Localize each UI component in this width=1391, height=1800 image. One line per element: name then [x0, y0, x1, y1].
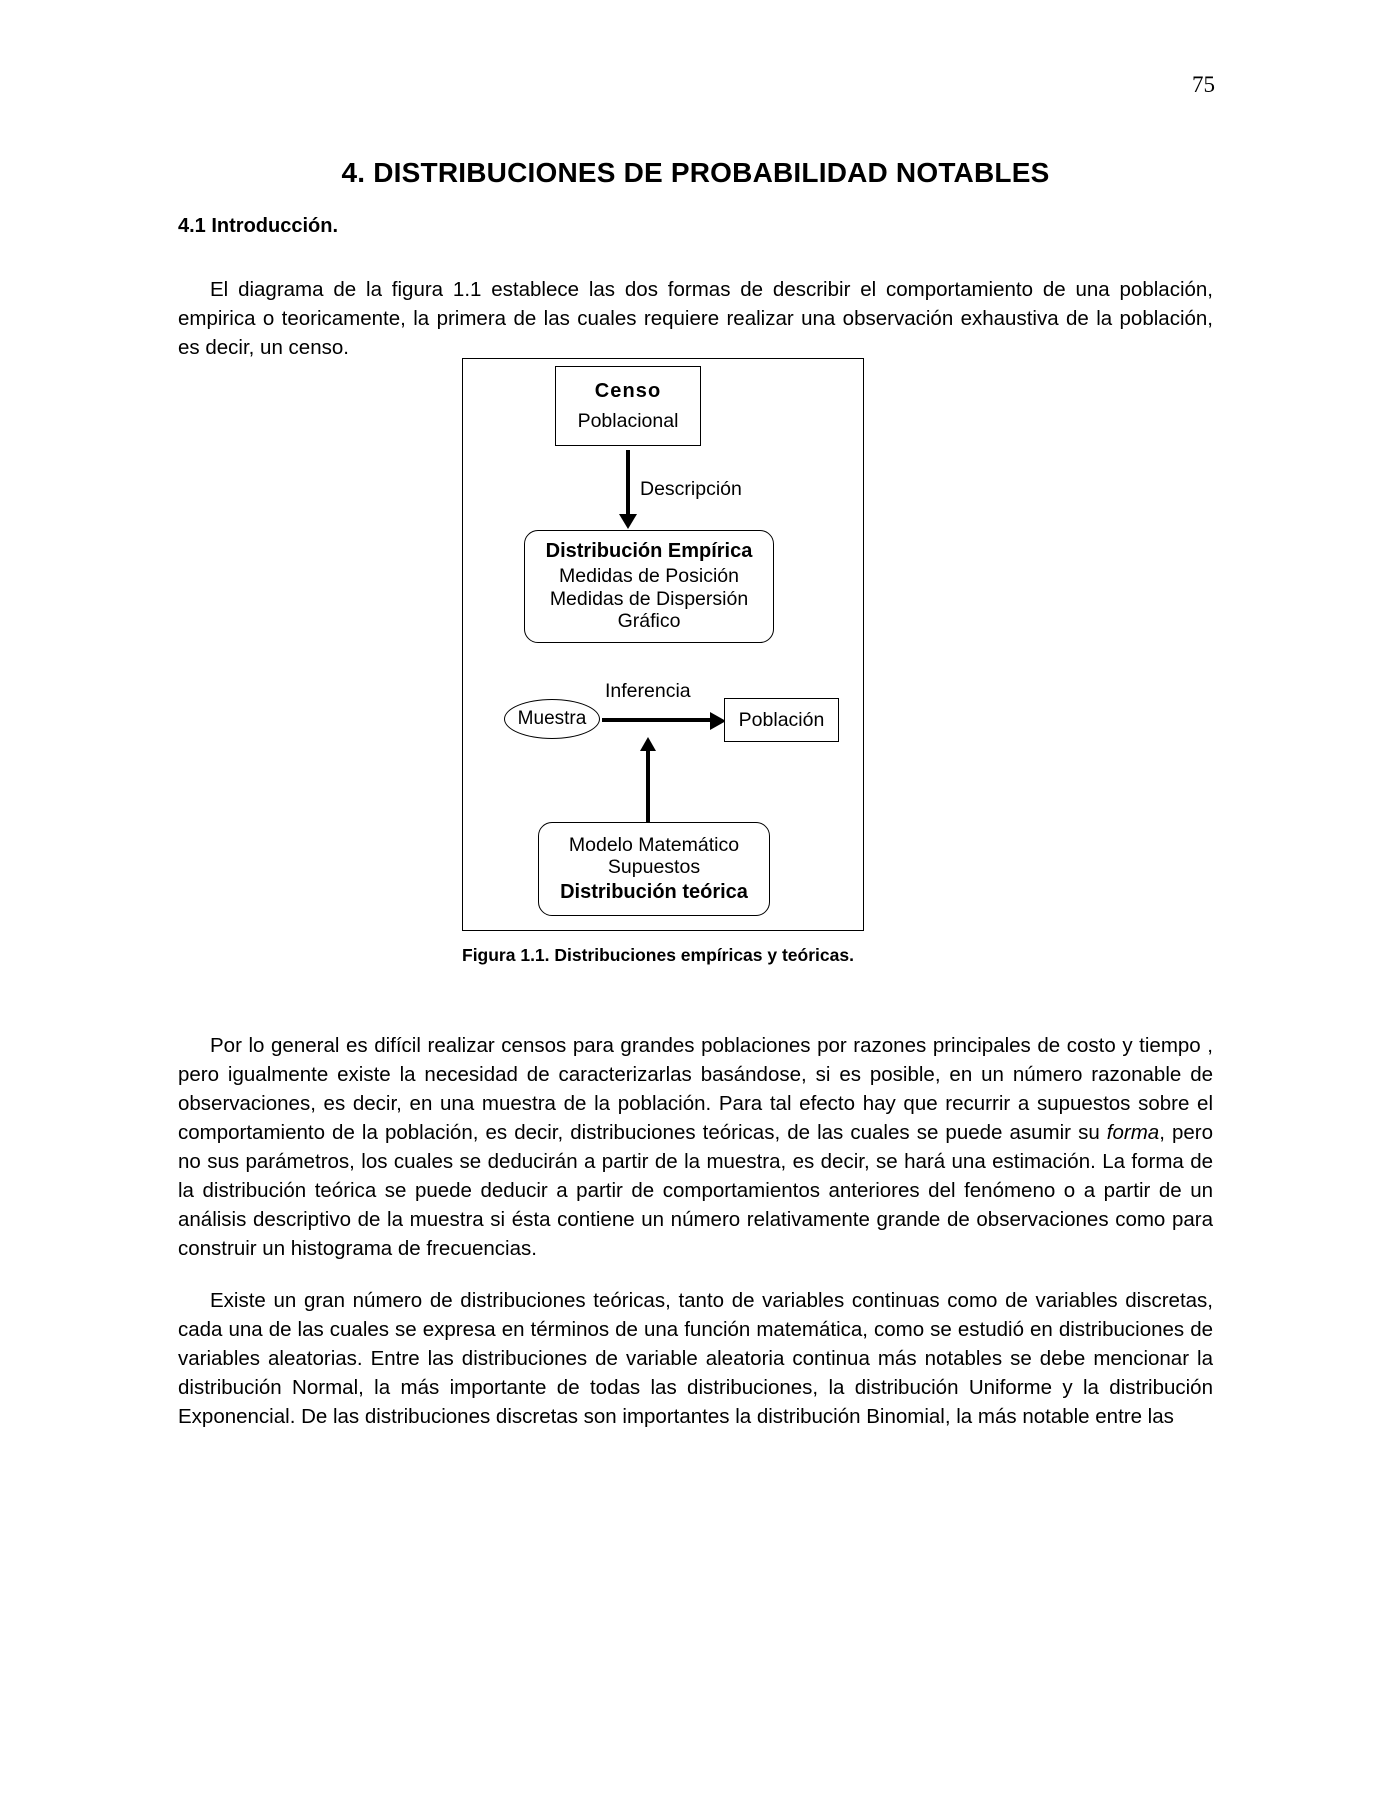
node-distribucion-empirica — [524, 530, 774, 643]
paragraph-two — [178, 1031, 1213, 1263]
node-dist-emp-line3: Medidas de Dispersión — [549, 587, 749, 610]
arrow-descripcion-head — [619, 514, 637, 529]
page-title: 4. DISTRIBUCIONES DE PROBABILIDAD NOTABLES — [341, 156, 1050, 188]
arrow-inferencia-shaft — [602, 718, 712, 722]
paragraph-three: Existe un gran número de distribuciones teóricas, tanto de variables continuas como de variables discretas, cada una de las cuales se expresa en términos de una función matemática, como se estudió en distribuciones de variables aleatorias. Entre las distribuciones de variable aleatoria continua más notables se debe mencionar la distribución Normal, la más importante de todas las distribuciones, la distribución Uniforme y la distribución Exponencial. De las distribuciones discretas son importantes la distribución Binomial, la más notable entre las — [178, 1288, 1213, 1428]
edge-label-inferencia: Inferencia — [605, 680, 691, 702]
node-censo-line1: Censo — [594, 379, 662, 402]
page-number: 75 — [1192, 72, 1215, 97]
node-modelo-line3: Distribución teórica — [560, 881, 748, 904]
node-dist-emp-line1: Distribución Empírica — [545, 539, 753, 562]
edge-label-descripcion: Descripción — [640, 478, 742, 500]
node-censo-line2: Poblacional — [577, 409, 679, 432]
node-modelo-matematico — [538, 822, 770, 916]
node-poblacion — [724, 698, 839, 742]
paragraph-two-italic: forma — [1106, 1120, 1160, 1144]
section-heading: 4.1 Introducción. — [178, 214, 339, 237]
paragraph-two-part-a: Por lo general es difícil realizar censos para grandes poblaciones por razones principales de costo y tiempo , pero igualmente existe la necesidad de caracterizarlas basándose, si es posible, en un número razonable de observaciones, es decir, en una muestra de la población. Para tal efecto hay que recurrir a supuestos sobre el comportamiento de la población, es decir, distribuciones teóricas, de las cuales se puede asumir su — [178, 1033, 1213, 1144]
paragraph-intro: El diagrama de la figura 1.1 establece las dos formas de describir el comportamiento de una población, empirica o teoricamente, la primera de las cuales requiere realizar una observación exhaustiva de la población, es decir, un censo. — [178, 277, 1213, 359]
node-muestra-label: Muestra — [517, 707, 587, 729]
figure-caption: Figura 1.1. Distribuciones empíricas y teóricas. — [462, 945, 854, 965]
paragraph-two-part-b: , pero no sus parámetros, los cuales se deducirán a partir de la muestra, es decir, se hará una estimación. La forma de la distribución teórica se puede deducir a partir de comportamientos anteriores del fenómeno o a partir de un análisis descriptivo de la muestra si ésta contiene un número relativamente grande de observaciones como para construir un histograma de frecuencias. — [178, 1120, 1213, 1260]
node-censo — [555, 366, 701, 446]
node-poblacion-label: Población — [738, 708, 825, 731]
figure-diagram — [462, 358, 866, 933]
node-dist-emp-line4: Gráfico — [617, 610, 681, 633]
arrow-modelo-head — [640, 737, 656, 751]
node-dist-emp-line2: Medidas de Posición — [559, 565, 739, 588]
node-muestra — [504, 699, 600, 739]
node-modelo-line2: Supuestos — [607, 856, 701, 879]
arrow-modelo-shaft — [646, 750, 650, 824]
arrow-descripcion-shaft — [626, 450, 630, 514]
node-modelo-line1: Modelo Matemático — [568, 833, 740, 856]
